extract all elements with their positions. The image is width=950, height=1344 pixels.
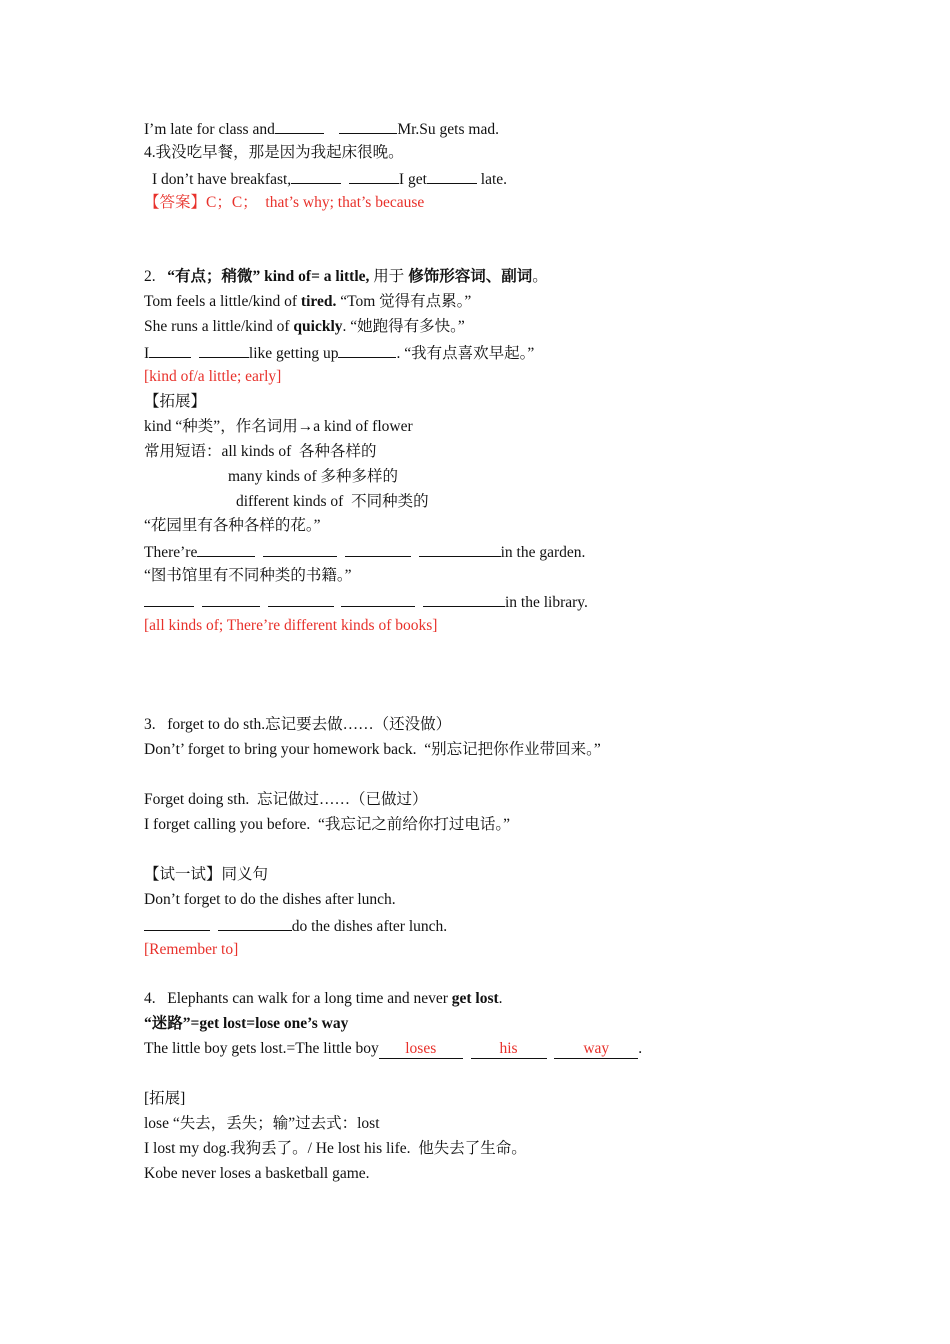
text-line: There’re in the garden. xyxy=(144,541,585,563)
text-line: [拓展] xyxy=(144,1090,186,1107)
text-line: Don’t forget to do the dishes after lunch. xyxy=(144,891,396,908)
section-heading: 2. “有点；稍微” kind of= a little, 用于 修饰形容词、副词。 xyxy=(144,268,548,285)
text-line: kind “种类”，作名词用→a kind of flower xyxy=(144,418,413,435)
text-line: Tom feels a little/kind of tired. “Tom 觉得有点累。” xyxy=(144,293,472,310)
answer-line: [all kinds of; There’re different kinds of books] xyxy=(144,617,438,634)
text-line: 【试一试】同义句 xyxy=(144,866,269,883)
text-line: different kinds of 不同种类的 xyxy=(236,493,429,510)
text-line: I’m late for class and Mr.Su gets mad. xyxy=(144,118,499,140)
text-line: Forget doing sth. 忘记做过……（已做过） xyxy=(144,791,428,808)
text-line: in the library. xyxy=(144,591,588,613)
section-heading: 3. forget to do sth.忘记要去做……（还没做） xyxy=(144,716,452,733)
text-line: 常用短语：all kinds of 各种各样的 xyxy=(144,443,377,460)
text-line: I forget calling you before. “我忘记之前给你打过电话。” xyxy=(144,816,511,833)
text-line: 4.我没吃早餐，那是因为我起床很晚。 xyxy=(144,144,404,161)
answer-blank: his xyxy=(471,1040,547,1059)
text-line: lose “失去，丢失；输”过去式：lost xyxy=(144,1115,380,1132)
text-line: 【拓展】 xyxy=(144,393,207,410)
text-line: “花园里有各种各样的花。” xyxy=(144,517,321,534)
text-line: She runs a little/kind of quickly. “她跑得有多快。” xyxy=(144,318,465,335)
text-line: “迷路”=get lost=lose one’s way xyxy=(144,1015,349,1032)
answer-line: [kind of/a little; early] xyxy=(144,368,282,385)
text-line: I don’t have breakfast, I get late. xyxy=(152,168,507,190)
text-line: I like getting up . “我有点喜欢早起。” xyxy=(144,342,534,364)
answer-blank: loses xyxy=(379,1040,463,1059)
answer-line: [Remember to] xyxy=(144,941,239,958)
text-line: The little boy gets lost.=The little boy loses his way . xyxy=(144,1040,643,1057)
text-line: Kobe never loses a basketball game. xyxy=(144,1165,370,1182)
text-line: many kinds of 多种多样的 xyxy=(228,468,399,485)
text-line: Don’t’ forget to bring your homework back. “别忘记把你作业带回来。” xyxy=(144,741,601,758)
answer-line: 【答案】C；C； that’s why; that’s because xyxy=(144,194,425,211)
text-line: do the dishes after lunch. xyxy=(144,915,447,937)
text-line: I lost my dog.我狗丢了。/ He lost his life. 他失去了生命。 xyxy=(144,1140,527,1157)
answer-blank: way xyxy=(554,1040,638,1059)
text-line: “图书馆里有不同种类的书籍。” xyxy=(144,567,352,584)
section-heading: 4. Elephants can walk for a long time and never get lost. xyxy=(144,990,503,1007)
